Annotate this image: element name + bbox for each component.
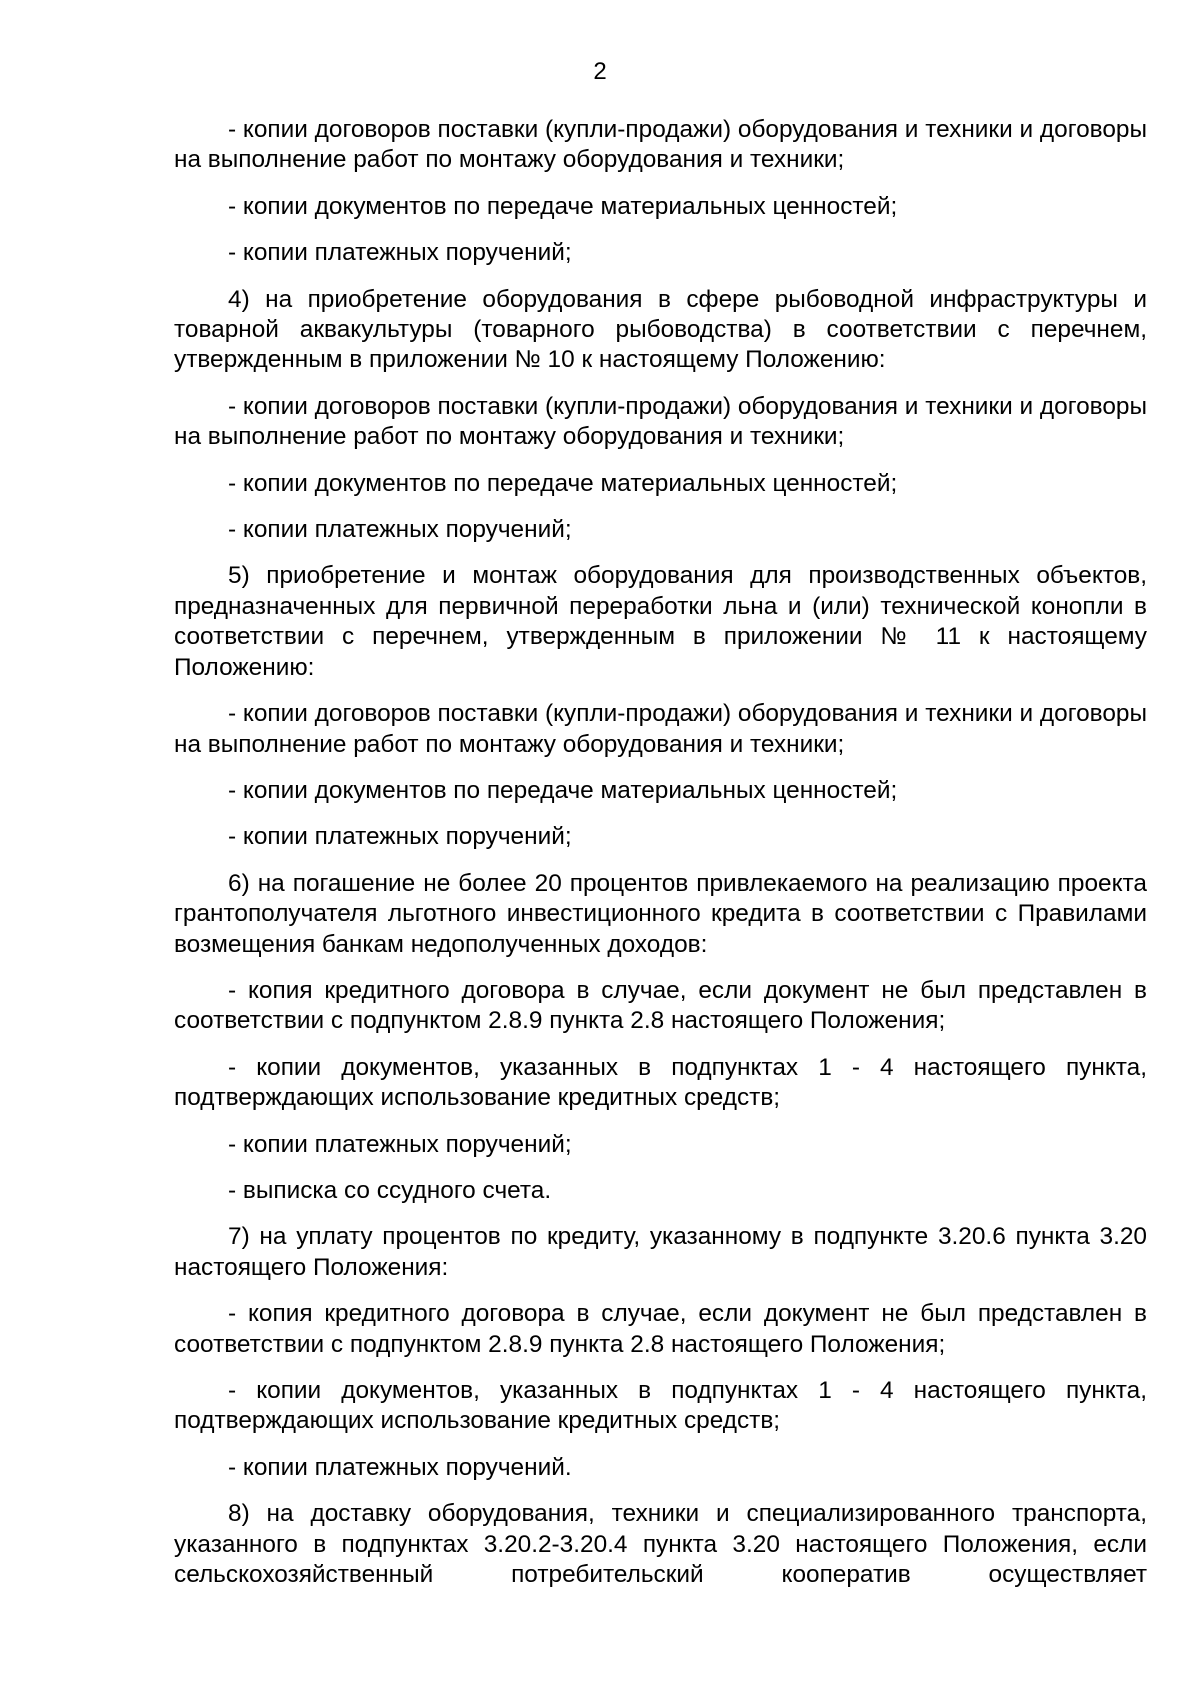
paragraph: 8) на доставку оборудования, техники и специализированного транспорта, указанного в подпунктах 3.20.2-3.20.4 пункта 3.20 настоящего Положения, если сельскохозяйственный потребительский кооператив осуществляет xyxy=(174,1500,1147,1589)
paragraph: 7) на уплату процентов по кредиту, указанному в подпункте 3.20.6 пункта 3.20 настоящего Положения: xyxy=(174,1223,1147,1281)
paragraph: 6) на погашение не более 20 процентов привлекаемого на реализацию проекта грантополучателя льготного инвестиционного кредита в соответствии с Правилами возмещения банкам недополученных доходов: xyxy=(174,869,1147,958)
page-number: 2 xyxy=(593,58,607,85)
paragraph: - копия кредитного договора в случае, если документ не был представлен в соответствии с подпунктом 2.8.9 пункта 2.8 настоящего Положения; xyxy=(174,1300,1147,1358)
paragraph: - копии документов по передаче материальных ценностей; xyxy=(228,469,898,497)
paragraph: - выписка со ссудного счета. xyxy=(228,1176,552,1204)
paragraph: - копии платежных поручений; xyxy=(228,239,572,267)
paragraph: - копии платежных поручений; xyxy=(228,823,572,851)
document-body xyxy=(174,115,1147,1590)
paragraph: - копии платежных поручений. xyxy=(228,1453,572,1481)
paragraph: - копии договоров поставки (купли-продажи) оборудования и техники и договоры на выполнение работ по монтажу оборудования и техники; xyxy=(174,116,1147,174)
paragraph: - копии платежных поручений; xyxy=(228,1130,572,1158)
paragraph: 4) на приобретение оборудования в сфере рыбоводной инфраструктуры и товарной аквакультуры (товарного рыбоводства) в соответствии с перечнем, утвержденным в приложении № 10 к настоящему Положению: xyxy=(174,285,1147,374)
paragraph: - копии документов по передаче материальных ценностей; xyxy=(228,776,898,804)
paragraph: - копии платежных поручений; xyxy=(228,516,572,544)
paragraph: - копии договоров поставки (купли-продажи) оборудования и техники и договоры на выполнение работ по монтажу оборудования и техники; xyxy=(174,392,1147,451)
paragraph: 5) приобретение и монтаж оборудования для производственных объектов, предназначенных для первичной переработки льна и (или) технической конопли в соответствии с перечнем, утвержденным в приложении № 11 к настоящему Положению: xyxy=(174,562,1147,681)
paragraph: - копии договоров поставки (купли-продажи) оборудования и техники и договоры на выполнение работ по монтажу оборудования и техники; xyxy=(174,700,1147,758)
paragraph: - копии документов, указанных в подпунктах 1 - 4 настоящего пункта, подтверждающих использование кредитных средств; xyxy=(174,1053,1147,1112)
paragraph: - копии документов по передаче материальных ценностей; xyxy=(228,192,898,220)
paragraph: - копии документов, указанных в подпунктах 1 - 4 настоящего пункта, подтверждающих использование кредитных средств; xyxy=(174,1377,1147,1435)
paragraph: - копия кредитного договора в случае, если документ не был представлен в соответствии с подпунктом 2.8.9 пункта 2.8 настоящего Положения; xyxy=(174,976,1147,1035)
